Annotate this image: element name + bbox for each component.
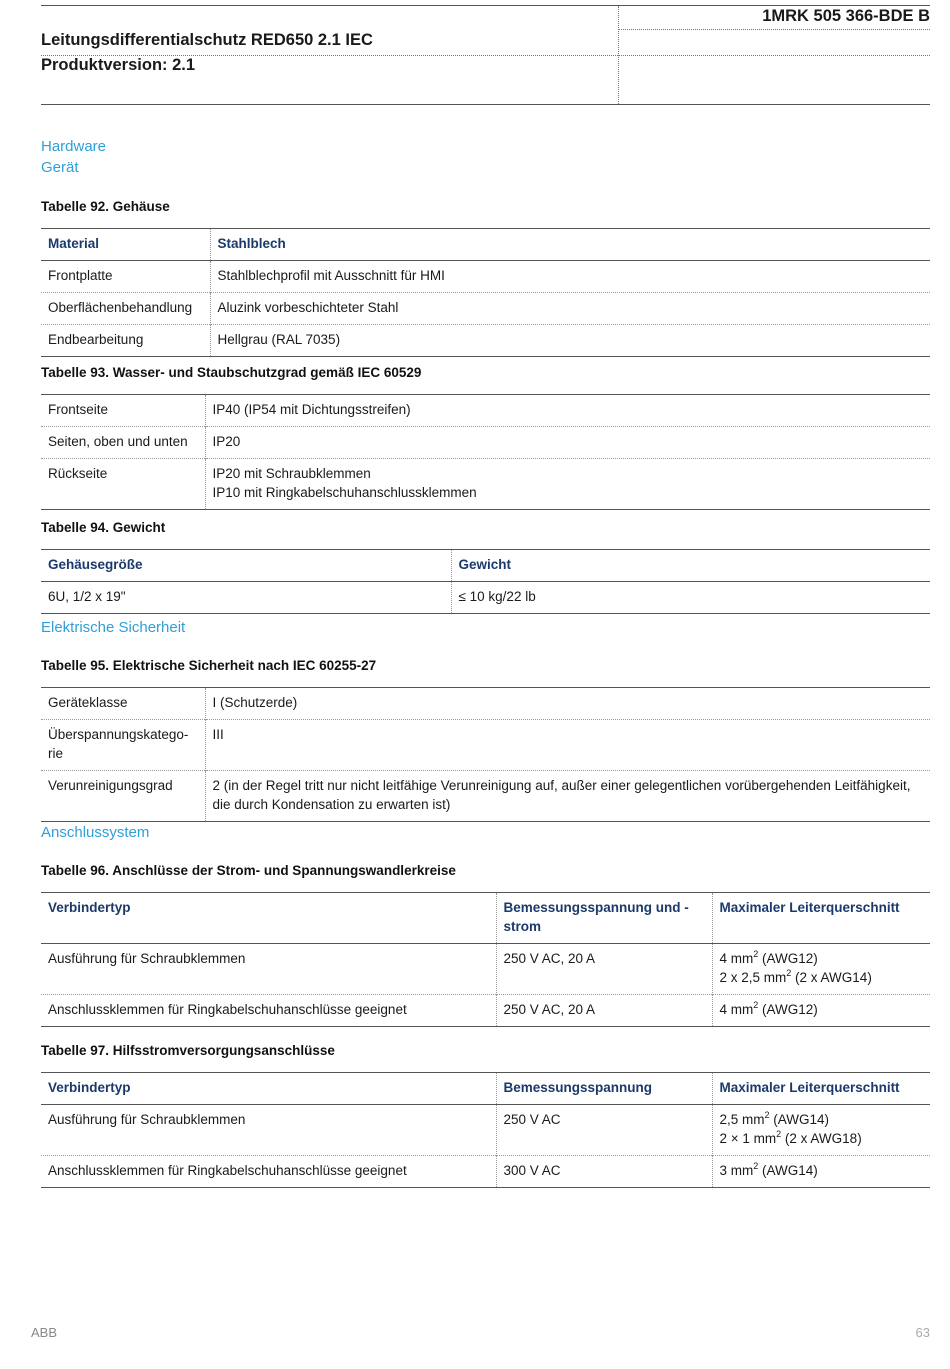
page-number: 63 [915, 1325, 930, 1340]
table-cell: Rückseite [41, 459, 205, 510]
table-caption: Tabelle 94. Gewicht [41, 520, 166, 535]
table-row [41, 1156, 930, 1188]
table-cell: III [205, 720, 930, 771]
table-caption: Tabelle 97. Hilfsstromversorgungsanschlüsse [41, 1043, 335, 1058]
superscript: 2 [753, 1160, 759, 1171]
cell-line [720, 1129, 924, 1148]
table-97 [41, 1072, 930, 1188]
table-row [41, 995, 930, 1027]
table-cell: 6U, 1/2 x 19" [48, 589, 126, 604]
cross-section-value: 4 mm [719, 1002, 754, 1017]
table-cell: Frontplatte [48, 268, 113, 283]
table-header-row [41, 550, 930, 582]
table-row [41, 944, 930, 995]
table-header-row [41, 893, 930, 944]
table-row [41, 1105, 930, 1156]
superscript: 2 [776, 1128, 782, 1139]
table-cell: 250 V AC, 20 A [496, 995, 712, 1027]
table-cell: Aluzink vorbeschichteter Stahl [210, 293, 930, 325]
cell-line [720, 968, 924, 987]
table-caption: Tabelle 96. Anschlüsse der Strom- und Spannungswandlerkreise [41, 863, 456, 878]
awg-value: (AWG14) [769, 1112, 830, 1127]
superscript: 2 [753, 999, 759, 1010]
superscript: 2 [764, 1109, 770, 1120]
table-93 [41, 394, 930, 510]
table-row [41, 261, 930, 293]
cell-line: Überspannungskatego- [48, 727, 189, 742]
header-line: strom [503, 919, 542, 934]
document-id: 1MRK 505 366-BDE B [762, 7, 930, 25]
table-cell: Anschlussklemmen für Ringkabelschuhanschlüsse geeignet [41, 995, 496, 1027]
table-cell: 2 (in der Regel tritt nur nicht leitfähige Verunreinigung auf, außer einer gelegentlichen vorübergehenden Leitfähigkeit, die durch Kondensation zu erwarten ist) [205, 771, 930, 822]
cell-line [720, 1000, 924, 1019]
table-cell: Verunreinigungsgrad [41, 771, 205, 822]
table-row [41, 395, 930, 427]
table-cell: Frontseite [48, 402, 109, 417]
cell-line [720, 1110, 924, 1129]
table-cell: Oberflächenbehandlung [41, 293, 210, 325]
table-cell: Stahlblechprofil mit Ausschnitt für HMI [210, 261, 930, 293]
header-cell: Gehäusegröße [41, 550, 451, 582]
table-caption: Tabelle 95. Elektrische Sicherheit nach IEC 60255-27 [41, 658, 377, 673]
table-cell: Ausführung für Schraubklemmen [48, 1112, 246, 1127]
table-94 [41, 549, 930, 614]
table-row [41, 771, 930, 822]
awg-value: (AWG12) [758, 1002, 818, 1017]
cell-line: rie [48, 746, 64, 761]
header-cell: Bemessungsspannung [496, 1073, 712, 1105]
table-cell: Ausführung für Schraubklemmen [48, 951, 246, 966]
footer-brand: ABB [31, 1325, 58, 1340]
table-row [41, 582, 930, 614]
table-cell: I (Schutzerde) [205, 688, 930, 720]
header-line: Bemessungsspannung und - [503, 900, 689, 915]
table-96 [41, 892, 930, 1027]
awg-value: (AWG12) [758, 951, 818, 966]
subsection-title: Anschlussystem [41, 824, 150, 841]
table-cell [205, 459, 930, 510]
table-cell: Anschlussklemmen für Ringkabelschuhanschlüsse geeignet [41, 1156, 496, 1188]
awg-value: (2 x AWG18) [781, 1131, 862, 1146]
table-row [41, 293, 930, 325]
subsection-title: Gerät [41, 159, 79, 176]
table-cell: Endbearbeitung [41, 325, 210, 357]
header-cell: Stahlblech [210, 229, 930, 261]
table-row [41, 325, 930, 357]
table-cell: 250 V AC [496, 1105, 712, 1156]
table-row [41, 720, 930, 771]
table-cell [41, 720, 205, 771]
awg-value: (2 x AWG14) [791, 970, 872, 985]
cell-line: IP10 mit Ringkabelschuhanschlussklemmen [212, 485, 477, 500]
table-row [41, 427, 930, 459]
table-cell: Geräteklasse [48, 695, 128, 710]
superscript: 2 [786, 967, 792, 978]
table-cell: IP20 [205, 427, 930, 459]
header-rule [618, 29, 930, 30]
superscript: 2 [753, 948, 759, 959]
cross-section-value: 2 x 2,5 mm [719, 970, 787, 985]
section-title: Hardware [41, 138, 107, 155]
header-cell: Material [41, 229, 210, 261]
table-cell: IP40 (IP54 mit Dichtungsstreifen) [205, 395, 930, 427]
cell-line: IP20 mit Schraubklemmen [212, 466, 371, 481]
table-cell: 300 V AC [496, 1156, 712, 1188]
subsection-title: Elektrische Sicherheit [41, 619, 186, 636]
table-cell: Seiten, oben und unten [41, 427, 205, 459]
table-cell: 250 V AC, 20 A [496, 944, 712, 995]
table-cell [712, 1156, 930, 1188]
header-cell: Gewicht [451, 550, 930, 582]
table-cell: Hellgrau (RAL 7035) [210, 325, 930, 357]
page-header [41, 5, 930, 105]
cross-section-value: 2 × 1 mm [719, 1131, 777, 1146]
table-caption: Tabelle 93. Wasser- und Staubschutzgrad gemäß IEC 60529 [41, 365, 422, 380]
table-cell [712, 995, 930, 1027]
table-header-row [41, 229, 930, 261]
cross-section-value: 2,5 mm [719, 1112, 765, 1127]
header-cell: Maximaler Leiterquerschnitt [712, 1073, 930, 1105]
cross-section-value: 3 mm [719, 1163, 754, 1178]
awg-value: (AWG14) [758, 1163, 818, 1178]
document-title: Leitungsdifferentialschutz RED650 2.1 IEC [41, 31, 373, 49]
table-caption: Tabelle 92. Gehäuse [41, 199, 170, 214]
cell-line [720, 949, 924, 968]
header-cell [496, 893, 712, 944]
header-cell: Verbindertyp [41, 893, 496, 944]
header-cell: Verbindertyp [41, 1073, 496, 1105]
table-92 [41, 228, 930, 357]
table-header-row [41, 1073, 930, 1105]
cross-section-value: 4 mm [719, 951, 754, 966]
table-cell [712, 944, 930, 995]
product-version: Produktversion: 2.1 [41, 56, 196, 74]
table-95 [41, 687, 930, 822]
cell-line [720, 1161, 924, 1180]
table-cell [712, 1105, 930, 1156]
table-row [41, 459, 930, 510]
table-row [41, 688, 930, 720]
header-cell: Maximaler Leiterquerschnitt [712, 893, 930, 944]
table-cell: ≤ 10 kg/22 lb [451, 582, 930, 614]
